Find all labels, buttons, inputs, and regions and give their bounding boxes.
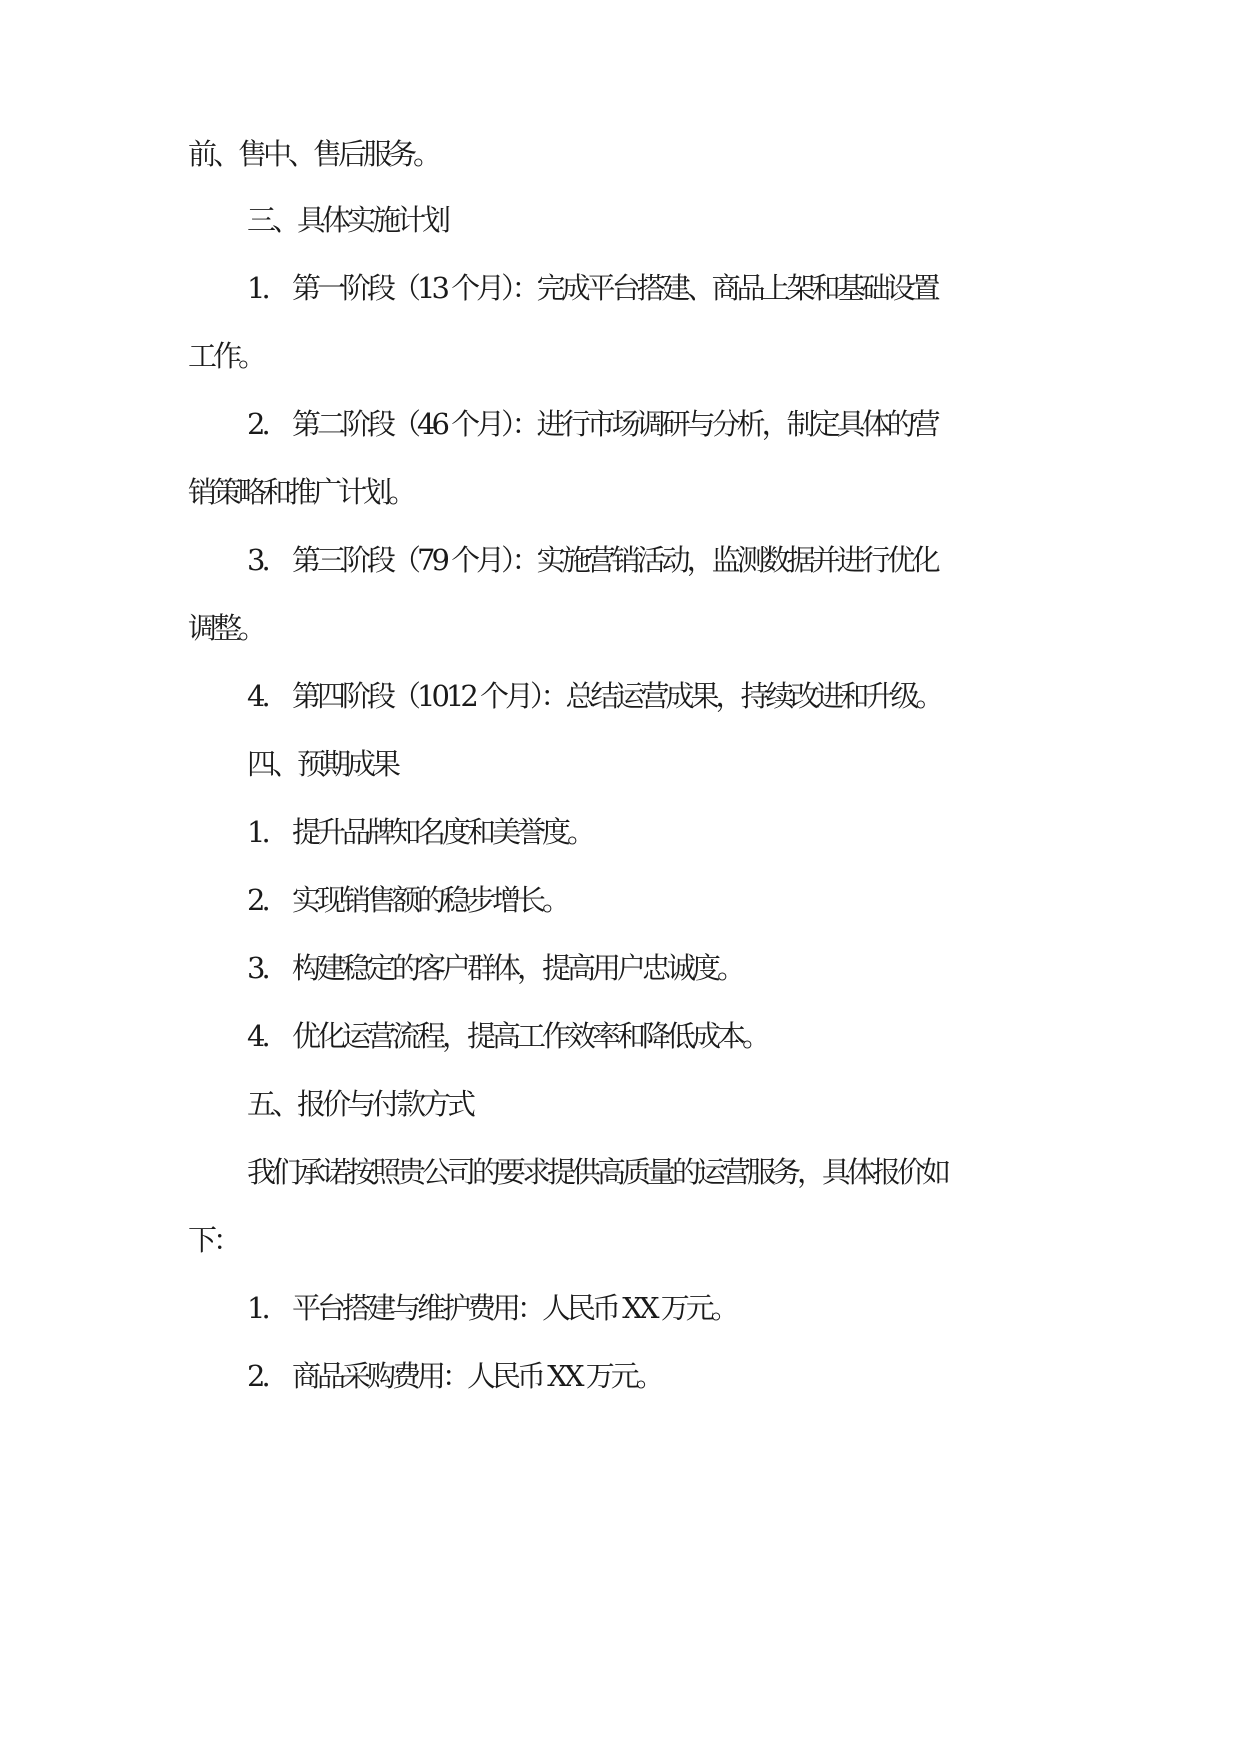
list-number: 3. (247, 543, 267, 577)
list-number: 4. (247, 679, 267, 713)
list-number: 4. (247, 1019, 267, 1053)
list-item (0, 540, 1241, 580)
line-text: 我们承诺按照贵公司的要求提供高质量的运营服务，具体报价如 (247, 1155, 948, 1189)
list-number: 1. (247, 271, 267, 305)
list-number: 2. (247, 883, 267, 917)
line-text: 商品采购费用：人民币 XX 万元。 (292, 1359, 661, 1393)
list-item (0, 812, 1241, 852)
paragraph-line (0, 472, 1241, 512)
line-text: 工作。 (188, 339, 264, 373)
line-text: 第三阶段（79 个月）：实施营销活动，监测数据并进行优化 (292, 543, 937, 577)
line-text: 优化运营流程，提高工作效率和降低成本。 (292, 1019, 768, 1053)
section-heading (0, 1084, 1241, 1124)
line-text: 第一阶段（13 个月）：完成平台搭建、商品上架和基础设置 (292, 271, 937, 305)
list-item (0, 1356, 1241, 1396)
list-item (0, 948, 1241, 988)
list-item (0, 404, 1241, 444)
list-number: 1. (247, 1291, 267, 1325)
line-text: 前、售中、售后服务。 (188, 137, 439, 171)
line-text: 实现销售额的稳步增长。 (292, 883, 568, 917)
section-heading (0, 200, 1241, 240)
list-item (0, 268, 1241, 308)
line-text: 构建稳定的客户群体，提高用户忠诚度。 (292, 951, 743, 985)
list-item (0, 676, 1241, 716)
paragraph-line (0, 1152, 1241, 1192)
paragraph-line (0, 1220, 1241, 1260)
list-item (0, 1016, 1241, 1056)
section-heading (0, 744, 1241, 784)
heading-text: 五、报价与付款方式 (247, 1087, 473, 1121)
line-text: 第四阶段（1012 个月）：总结运营成果，持续改进和升级。 (292, 679, 941, 713)
paragraph-line (0, 134, 1241, 174)
list-number: 3. (247, 951, 267, 985)
line-text: 销策略和推广计划。 (188, 475, 414, 509)
list-number: 2. (247, 1359, 267, 1393)
list-item (0, 880, 1241, 920)
line-text: 下： (188, 1223, 239, 1257)
heading-text: 四、预期成果 (247, 747, 398, 781)
line-text: 平台搭建与维护费用：人民币 XX 万元。 (292, 1291, 736, 1325)
paragraph-line (0, 608, 1241, 648)
line-text: 提升品牌知名度和美誉度。 (292, 815, 593, 849)
paragraph-line (0, 336, 1241, 376)
list-item (0, 1288, 1241, 1328)
heading-text: 三、具体实施计划 (247, 203, 448, 237)
line-text: 第二阶段（46 个月）：进行市场调研与分析，制定具体的营 (292, 407, 937, 441)
line-text: 调整。 (188, 611, 264, 645)
list-number: 2. (247, 407, 267, 441)
list-number: 1. (247, 815, 267, 849)
